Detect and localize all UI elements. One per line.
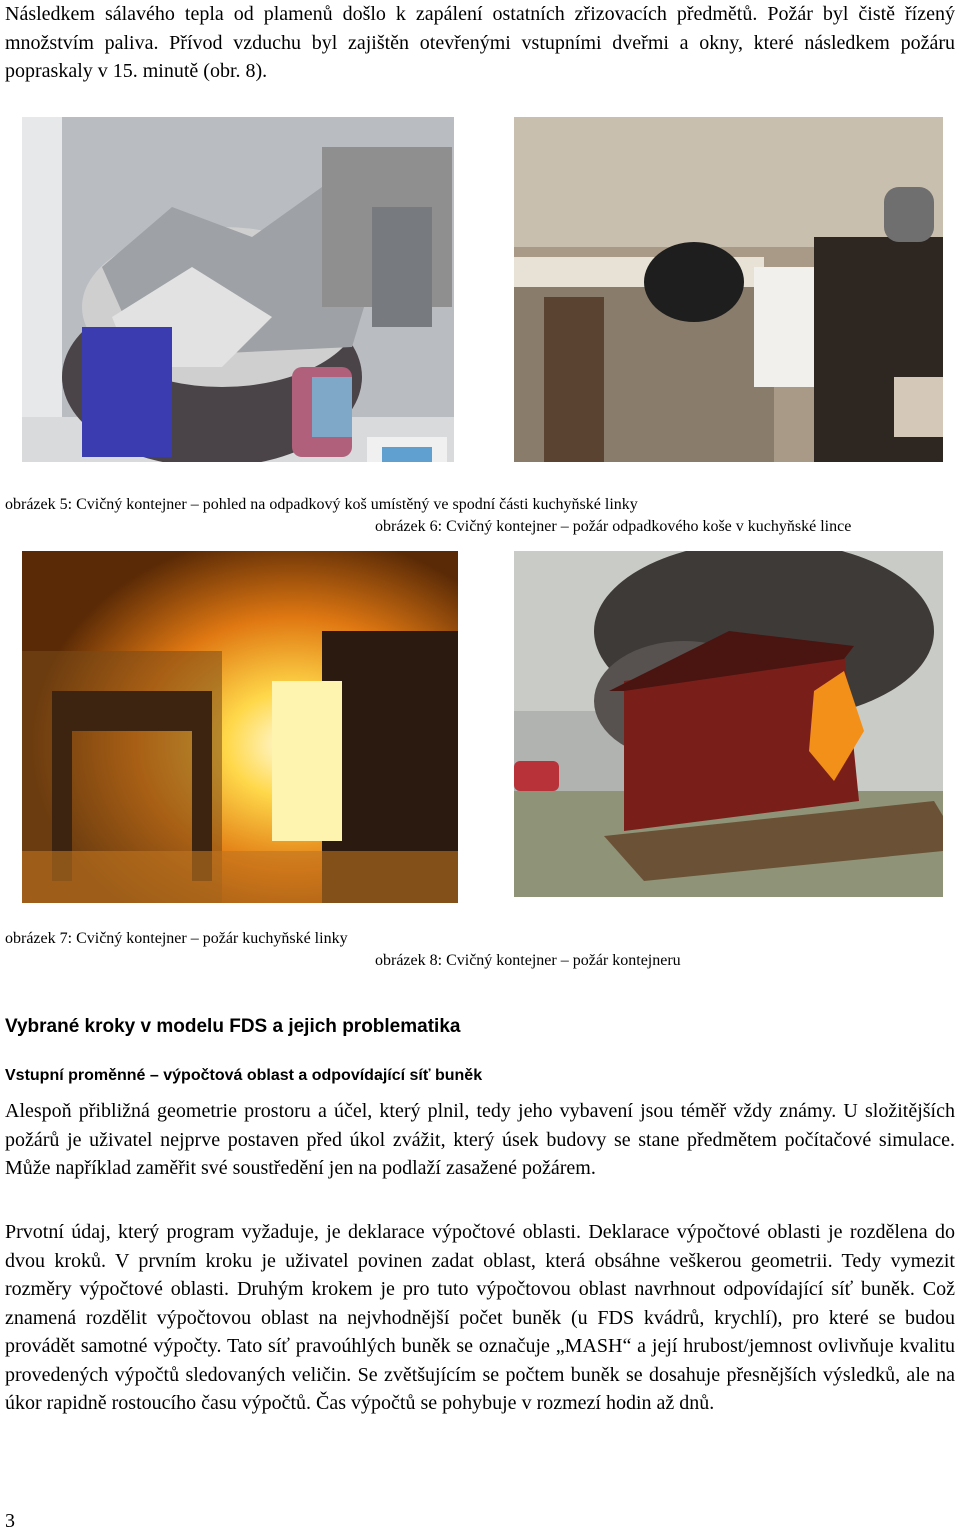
section-heading: Vybrané kroky v modelu FDS a jejich problematika: [5, 1016, 461, 1037]
domain-declaration-paragraph: Prvotní údaj, který program vyžaduje, je deklarace výpočtové oblasti. Deklarace výpočtové oblasti je rozdělena do dvou kroků. V prvním kroku je uživatel povinen zadat oblast, která obsáhne veškerou geometrii. Tedy vymezit rozměry výpočtové oblasti. Druhým krokem je pro tuto výpočtovou oblast navrhnout odpovídající síť buněk. Což znamená rozdělit výpočtovou oblast na nejvhodnější počet buněk (u FDS kvádrů, krychlí), pro které se budou provádět samotné výpočty. Tato síť pravoúhlých buněk se označuje „MASH“ a její hrubost/jemnost ovlivňuje kvalitu provedených výpočtů sledovaných veličin. Se zvětšujícím se počtem buněk se dosahuje přesnějších výsledků, ale na úkor rapidně rostoucího času výpočtů. Čas výpočtů se pohybuje v rozmezí hodin až dnů.: [5, 1221, 955, 1414]
caption-fig7: obrázek 7: Cvičný kontejner – požár kuchyňské linky: [5, 930, 348, 947]
photo-container-fire: [514, 551, 943, 897]
page-number: 3: [5, 1510, 15, 1532]
caption-fig5: obrázek 5: Cvičný kontejner – pohled na odpadkový koš umístěný ve spodní části kuchyňské linky: [5, 496, 638, 513]
subsection-heading: Vstupní proměnné – výpočtová oblast a odpovídající síť buněk: [5, 1067, 483, 1084]
photo-kitchen-fire: [22, 551, 458, 903]
geometry-paragraph: Alespoň přibližná geometrie prostoru a účel, který plnil, tedy jeho vybavení jsou téměř vždy známy. U složitějších požárů je uživatel nejprve postaven před úkol zvážit, který úsek budovy se stane předmětem počítačové simulace. Může například zaměřit své soustředění jen na podlaží zasažené požárem.: [5, 1100, 955, 1179]
photo-kitchen: [514, 117, 943, 462]
intro-paragraph: Následkem sálavého tepla od plamenů došlo k zapálení ostatních zřizovacích předmětů. Požár byl čistě řízený množstvím paliva. Přívod vzduchu byl zajištěn otevřenými vstupními dveřmi a okny, které následkem požáru popraskaly v 15. minutě (obr. 8).: [5, 3, 955, 82]
caption-fig6: obrázek 6: Cvičný kontejner – požár odpadkového koše v kuchyňské lince: [375, 518, 852, 535]
caption-fig8: obrázek 8: Cvičný kontejner – požár kontejneru: [375, 952, 681, 969]
photo-waste-bin: [22, 117, 454, 462]
